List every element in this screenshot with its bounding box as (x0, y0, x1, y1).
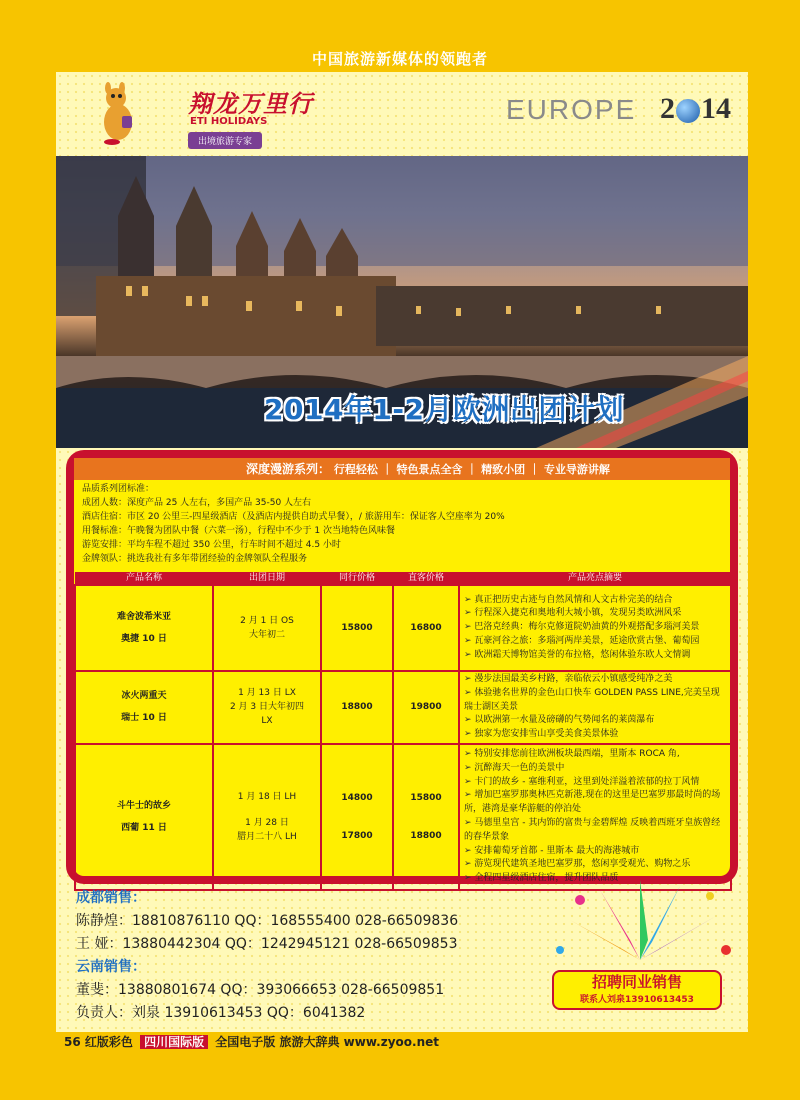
departure-date-line: 2 月 1 日 OS (240, 616, 294, 626)
top-banner: 中国旅游新媒体的领跑者 (311, 50, 488, 68)
standard-line: 金牌领队：挑选我社有多年带团经验的金牌领队全程服务 (82, 554, 308, 564)
quality-standards (82, 482, 722, 566)
highlights (459, 585, 731, 671)
yunnan-contact: 董斐：13880801674 QQ：393066653 028-66509851 (76, 982, 445, 998)
peer-price-line: 18800 (341, 702, 373, 713)
series-title: 深度漫游系列： (246, 462, 331, 476)
product-name-line: 奥捷 10 日 (121, 634, 167, 644)
departure-date-line: 2 月 3 日大年初四 (229, 702, 305, 713)
col-header-name: 产品名称 (75, 572, 213, 585)
footer-section: 红版彩色 (84, 1035, 133, 1049)
highlights-line: ➢ 马德里皇宫 - 其内饰的富贵与金碧辉煌 反映着西班牙皇族曾经的春华景象 (464, 817, 726, 845)
col-header-direct-price: 直客价格 (393, 572, 459, 585)
standard-line: 成团人数：深度产品 25 人左右，多国产品 35-50 人左右 (82, 498, 312, 508)
globe-icon (676, 99, 700, 123)
direct-price (393, 671, 459, 744)
direct-price-line: 16800 (410, 623, 442, 633)
footer-edition: 全国电子版 旅游大辞典 (215, 1035, 340, 1049)
page-title: 2014年1-2月欧洲出团计划 (264, 393, 625, 426)
year-wordmark (660, 92, 731, 126)
tour-table (74, 572, 732, 891)
highlights-line: ➢ 行程深入捷克和奥地利大城小镇，发现另类欧洲风采 (464, 607, 726, 621)
standard-line: 酒店住宿：市区 20 公里三-四星级酒店（及酒店内提供自助式早餐），/ 旅游用车：保证客人空座率为 20% (82, 512, 505, 522)
departure-date (213, 671, 321, 744)
departure-date-line: LX (261, 716, 273, 727)
standard-line: 游览安排：平均车程不超过 350 公里，行车时间不超过 4.5 小时 (82, 540, 341, 550)
highlights-line: ➢ 全程四星级酒店住宿，提升团队品质 (464, 872, 726, 886)
recruit-badge (552, 970, 722, 1010)
highlights-line: ➢ 体验驰名世界的金色山口快车 GOLDEN PASS LINE,完美呈现瑞士湖区美景 (464, 687, 726, 715)
logo-tagline: 出境旅游专家 (188, 132, 262, 149)
sales-contacts (76, 887, 536, 1025)
col-header-peer-price: 同行价格 (321, 572, 393, 585)
highlights-line: ➢ 欧洲霜天博物馆美誉的布拉格，悠闲体验东欧人文情调 (464, 649, 726, 663)
highlights (459, 671, 731, 744)
yunnan-contact: 负责人：刘泉 13910613453 QQ：6041382 (76, 1005, 366, 1021)
departure-date-line: 1 月 18 日 LH (237, 791, 297, 802)
table-row (75, 671, 731, 744)
product-name-line: 瑞士 10 日 (121, 713, 167, 724)
peer-price (321, 744, 393, 890)
recruit-contact: 联系人刘泉13910613453 (580, 995, 694, 1005)
highlights (459, 744, 731, 890)
product-name-line: 冰火两重天 (121, 691, 167, 702)
product-name-line: 斗牛士的故乡 (116, 800, 171, 811)
highlights-line: ➢ 独家为您安排雪山享受美食美景体验 (464, 728, 726, 742)
chengdu-contact: 王 娅：13880442304 QQ：1242945121 028-66509853 (76, 936, 458, 952)
page (56, 72, 748, 1032)
table-header-row (75, 572, 731, 585)
footer (56, 1032, 748, 1052)
departure-date-line: 大年初二 (248, 630, 285, 640)
peer-price (321, 671, 393, 744)
departure-date (213, 744, 321, 890)
highlights-line: ➢ 瓦豪河谷之旅：多瑙河两岸美景，延途欣赏古堡、葡萄园 (464, 635, 726, 649)
europe-wordmark: EUROPE (506, 94, 637, 125)
series-bar (74, 458, 730, 480)
chengdu-contact: 陈静煌：18810876110 QQ：168555400 028-66509836 (76, 913, 459, 929)
departure-date-line: 1 月 28 日 (245, 817, 289, 828)
col-header-highlights: 产品亮点摘要 (459, 572, 731, 585)
direct-price (393, 744, 459, 890)
highlights-line: ➢ 卡门的故乡 - 塞维利亚，这里到处洋溢着浓郁的拉丁风情 (464, 776, 726, 790)
series-tags: 行程轻松 ｜ 特色景点全含 ｜ 精致小团 ｜ 专业导游讲解 (333, 463, 610, 476)
product-name-line: 西葡 11 日 (121, 822, 167, 833)
starburst-icon (540, 880, 740, 980)
product-name (75, 671, 213, 744)
tour-panel (66, 450, 738, 884)
product-name (75, 585, 213, 671)
page-number: 56 (64, 1035, 81, 1049)
recruit-title: 招聘同业销售 (591, 975, 682, 991)
peer-price-line: 14800 (341, 792, 373, 803)
peer-price (321, 585, 393, 671)
table-row (75, 585, 731, 671)
year-right: 14 (701, 92, 731, 125)
highlights-line: ➢ 漫步法国最美乡村路，亲临依云小镇感受纯净之美 (464, 673, 726, 687)
highlights-line: ➢ 以欧洲第一水量及磅礴的气势闻名的莱茵瀑布 (464, 714, 726, 728)
highlights-line: ➢ 巴洛克经典：梅尔克修道院奶油黄的外观搭配多瑙河美景 (464, 621, 726, 635)
product-name-line: 难舍波希米亚 (116, 612, 171, 622)
footer-edition-box: 四川国际版 (140, 1035, 208, 1049)
highlights-line: ➢ 安排葡萄牙首都 - 里斯本 最大的海港城市 (464, 845, 726, 859)
chengdu-sales-title: 成都销售： (76, 890, 146, 906)
highlights-line: ➢ 沉醉海天一色的美景中 (464, 762, 726, 776)
yunnan-sales-title: 云南销售： (76, 959, 146, 975)
standard-line: 用餐标准：午晚餐为团队中餐（六菜一汤），行程中不少于 1 次当地特色风味餐 (82, 526, 395, 536)
standards-heading: 品质系列团标准： (82, 484, 155, 494)
direct-price-line: 19800 (410, 702, 442, 713)
table-row (75, 744, 731, 890)
departure-date-line (214, 804, 320, 816)
direct-price-line: 15800 (410, 792, 442, 803)
product-name (75, 744, 213, 890)
year-left: 2 (660, 92, 675, 125)
direct-price (393, 585, 459, 671)
header (56, 72, 748, 156)
direct-price-line: 18800 (410, 830, 442, 841)
highlights-line: ➢ 真正把历史古迹与自然风情和人文古朴完美的结合 (464, 594, 726, 608)
departure-date (213, 585, 321, 671)
tour-panel-inner (74, 458, 730, 884)
logo-english: ETI HOLIDAYS (190, 116, 268, 127)
peer-price-line: 15800 (341, 623, 373, 633)
logo-chinese: 翔龙万里行 (188, 90, 313, 118)
recruit-graphic (540, 880, 740, 1030)
kangaroo-mascot-icon (94, 84, 142, 146)
highlights-line: ➢ 特别安排您前往欧洲板块最西端，里斯本 ROCA 角, (464, 748, 726, 762)
highlights-line: ➢ 增加巴塞罗那奥林匹克新港,现在的这里是巴塞罗那最时尚的场所，港湾是豪华游艇的停泊处 (464, 789, 726, 817)
col-header-date: 出团日期 (213, 572, 321, 585)
departure-date-line: 1 月 13 日 LX (238, 688, 296, 699)
highlights-line: ➢ 游览现代建筑圣地巴塞罗那，悠闲享受观光、购物之乐 (464, 858, 726, 872)
peer-price-line: 17800 (341, 830, 373, 841)
footer-url[interactable]: www.zyoo.net (343, 1035, 439, 1049)
departure-date-line: 腊月二十八 LH (237, 831, 297, 842)
tour-table-body (75, 585, 731, 890)
